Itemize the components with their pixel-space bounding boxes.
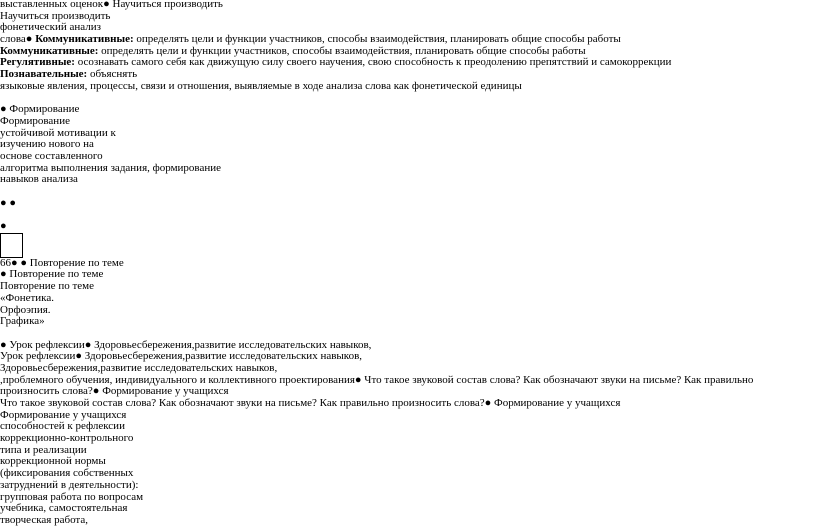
text-line: (фиксирования собственных [0, 467, 134, 480]
text-line: Научиться производить [0, 9, 111, 22]
text-line: изучению нового на [0, 138, 94, 151]
text-line: Урок рефлексии● Здоровьесбережения,развитие исследовательских навыков, [0, 350, 363, 363]
text-line: алгоритма выполнения задания, формирование [0, 161, 222, 174]
spacer [0, 328, 816, 340]
bullet-line: ● ● [0, 196, 17, 209]
text-line: основе составленного [0, 149, 103, 162]
text-line: Что такое звуковой состав слова? Как обозначают звуки на письме? Как правильно произносить слова?● Формирование у учащихся [0, 397, 621, 410]
text-line: типа и реализации [0, 443, 87, 456]
text-line: языковые явления, процессы, связи и отношения, выявляемые в ходе анализа слова как фонетической единицы [0, 79, 522, 92]
text-line: 66● ● Повторение по теме [0, 256, 124, 269]
uud-label: Коммуникативные: [35, 33, 134, 46]
text-line: ● Повторение по теме [0, 268, 104, 281]
text-line: затруднений в деятельности): [0, 478, 139, 491]
text-line: Здоровьесбережения,развитие исследовательских навыков, [0, 361, 278, 374]
text-line: выставленных оценок● Научиться производить [0, 0, 223, 10]
empty-cell-box [0, 233, 23, 258]
uud-text: осознавать самого себя как движущую силу своего научения, свою способность к преодолению препятствий и самокоррекции [74, 56, 672, 69]
text-fragment: слова● [0, 33, 36, 46]
spacer [0, 186, 816, 198]
text-line: Графика» [0, 315, 45, 328]
uud-label: Познавательные: [0, 68, 88, 81]
text-line: Повторение по теме [0, 280, 94, 293]
uud-text: объяснять [87, 68, 138, 81]
text-line: коррекционно-контрольного [0, 432, 134, 445]
text-line: устойчивой мотивации к [0, 126, 116, 139]
uud-text: определять цели и функции участников, способы взаимодействия, планировать общие способы работы [133, 33, 621, 46]
text-line: Формирование [0, 114, 70, 127]
text-paragraph: ,проблемного обучения, индивидуального и коллективного проектирования● Что такое звуковой состав слова? Как обозначают звуки на письме? Как правильно произносить слова?● Формирование у учащихся [0, 373, 754, 398]
uud-label: Коммуникативные: [0, 44, 99, 57]
text-line: навыков анализа [0, 173, 78, 186]
text-line: учебника, самостоятельная [0, 502, 128, 515]
uud-text: определять цели и функции участников, способы взаимодействия, планировать общие способы работы [98, 44, 586, 57]
text-line: фонетический анализ [0, 21, 101, 34]
text-line: способностей к рефлексии [0, 420, 125, 433]
text-line: ● Формирование [0, 103, 80, 116]
spacer [0, 93, 816, 105]
text-line: групповая работа по вопросам [0, 490, 144, 503]
text-line: коррекционной нормы [0, 455, 106, 468]
text-line: «Фонетика. [0, 291, 54, 304]
spacer [0, 209, 816, 221]
text-line: творческая работа, [0, 513, 88, 526]
text-line: ● Урок рефлексии● Здоровьесбережения,развитие исследовательских навыков, [0, 338, 372, 351]
text-line: Орфоэпия. [0, 303, 51, 316]
uud-label: Регулятивные: [0, 56, 75, 69]
bullet-line: ● [0, 220, 7, 233]
text-line: Формирование у учащихся [0, 408, 127, 421]
